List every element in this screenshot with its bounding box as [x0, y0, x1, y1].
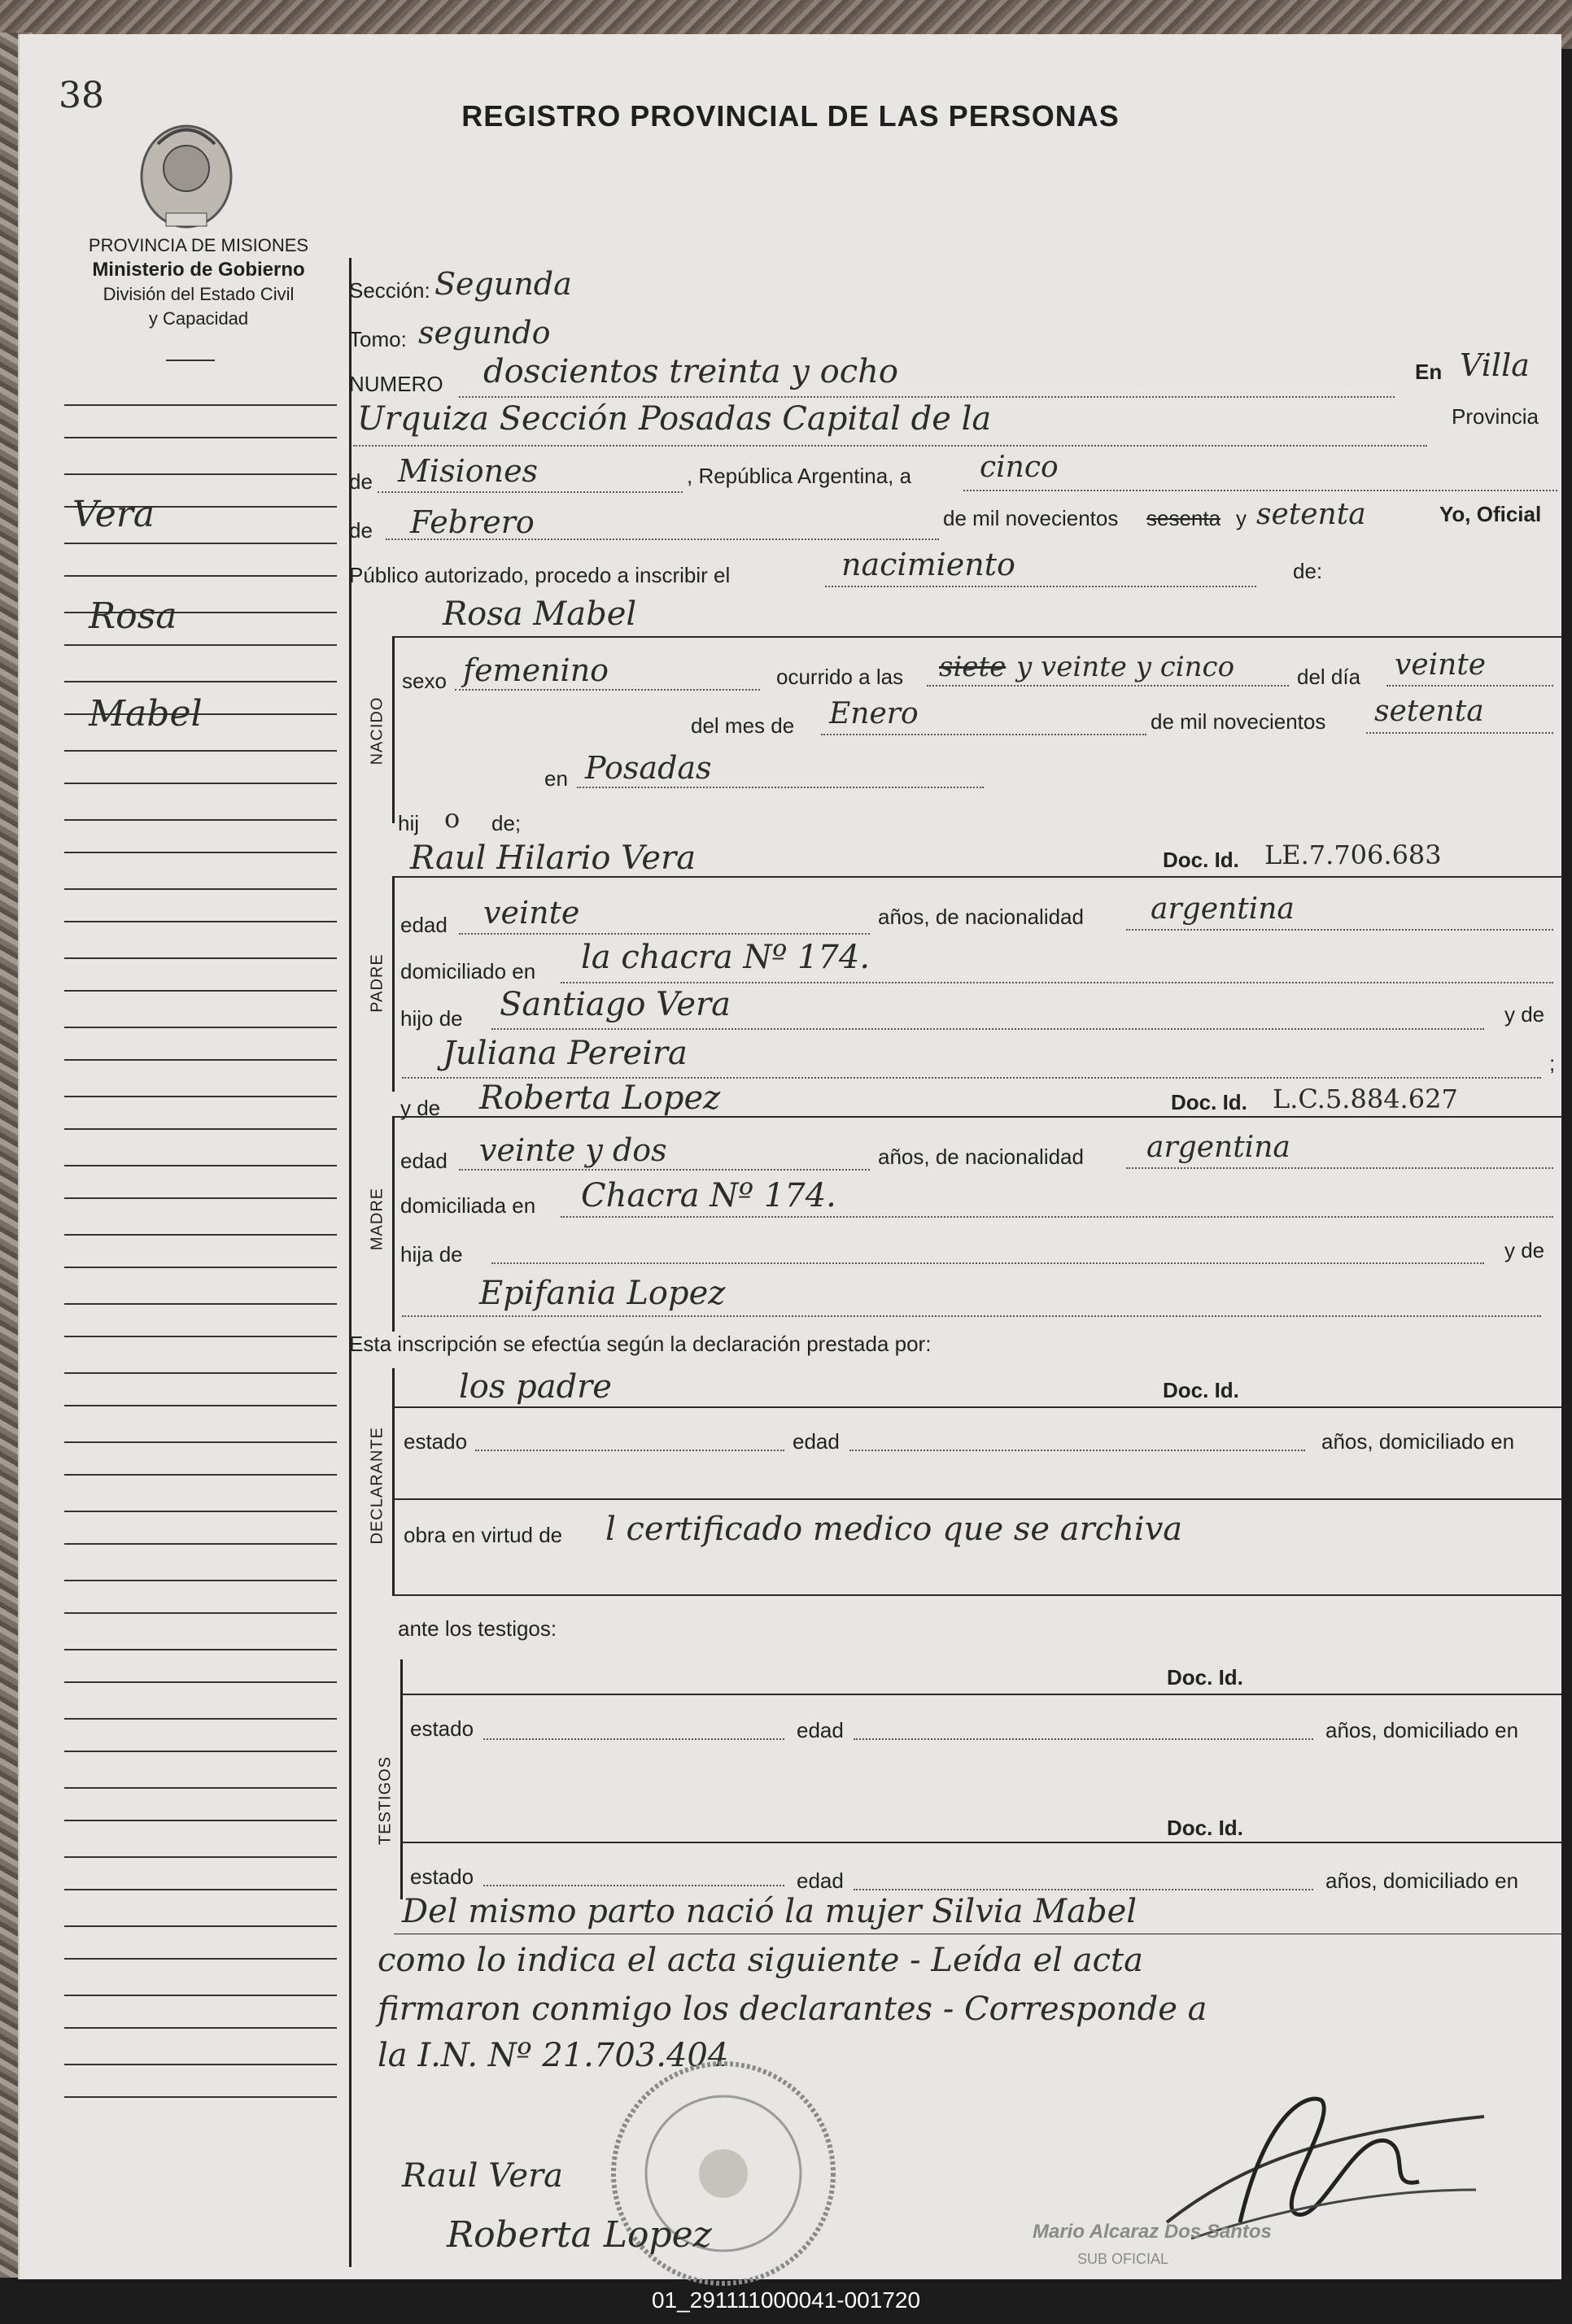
madre-yde-label: y de	[400, 1096, 441, 1120]
nacido-bracket	[392, 636, 395, 823]
firma-madre: Roberta Lopez	[447, 2214, 712, 2256]
madre-hija-de-label: hija de	[400, 1242, 463, 1267]
padre-bracket	[392, 876, 395, 1092]
hijo-de-label: de;	[491, 811, 522, 835]
de2-label: de	[349, 518, 373, 543]
madre-dom-value: Chacra Nº 174.	[581, 1177, 836, 1214]
declarante-mid-rule	[394, 1498, 1561, 1500]
madre-abuela-line	[402, 1315, 1541, 1317]
testigo1-rule	[402, 1694, 1561, 1695]
madre-padre-line	[491, 1262, 1484, 1264]
padre-dom-value: la chacra Nº 174.	[581, 939, 871, 976]
nacido-dia-value: veinte	[1395, 648, 1487, 682]
declarante-edad-label: edad	[793, 1429, 840, 1454]
document-page	[18, 34, 1561, 2279]
declarante-bracket	[392, 1368, 395, 1596]
declarante-doc-label: Doc. Id.	[1163, 1378, 1239, 1402]
padre-abuela-value: Juliana Pereira	[443, 1035, 688, 1072]
margin-first-name: Rosa	[89, 595, 177, 637]
office-line-2: Ministerio de Gobierno	[92, 259, 305, 281]
mil-label: de mil novecientos	[943, 506, 1119, 530]
image-caption: 01_291111000041-001720	[651, 2287, 921, 2313]
obra-label: obra en virtud de	[404, 1523, 563, 1547]
testigo2-anios-label: años, domiciliado en	[1325, 1868, 1519, 1893]
madre-nombre-value: Roberta Lopez	[479, 1079, 721, 1117]
de3-label: de:	[1293, 559, 1323, 583]
nota-line-2: como lo indica el acta siguiente - Leída el acta	[378, 1942, 1143, 1979]
padre-dom-line	[561, 982, 1553, 983]
padre-nac-label: años, de nacionalidad	[878, 905, 1084, 929]
publico-label: Público autorizado, procedo a inscribir el	[349, 563, 731, 587]
madre-nac-line	[1126, 1167, 1553, 1169]
testigo1-estado-label: estado	[410, 1716, 474, 1741]
lugar-value: Urquiza Sección Posadas Capital de la	[357, 400, 992, 438]
padre-doc-value: LE.7.706.683	[1264, 839, 1442, 870]
testigo2-rule	[402, 1842, 1561, 1843]
padre-top-rule	[394, 876, 1561, 878]
de-label: de	[349, 469, 373, 494]
hijo-suffix: o	[444, 803, 461, 834]
madre-doc-label: Doc. Id.	[1171, 1090, 1247, 1114]
declarante-intro: Esta inscripción se efectúa según la declaración prestada por:	[349, 1332, 932, 1356]
padre-section-label: PADRE	[368, 953, 386, 1013]
madre-abuela-value: Epifania Lopez	[479, 1275, 726, 1312]
nota-line-1: Del mismo parto nació la mujer Silvia Mabel	[402, 1893, 1138, 1930]
nacido-mes-value: Enero	[829, 697, 919, 730]
nacido-anio-line	[1366, 732, 1553, 734]
testigo2-edad-line	[854, 1889, 1313, 1890]
nacido-mes-line	[821, 734, 1146, 735]
madre-dom-label: domiciliada en	[400, 1193, 536, 1218]
ocurrido-label: ocurrido a las	[776, 665, 904, 689]
declarante-top-rule	[394, 1406, 1561, 1408]
madre-nac-value: argentina	[1146, 1131, 1290, 1164]
nacido-section-label: NACIDO	[368, 696, 386, 765]
declarante-anios-label: años, domiciliado en	[1321, 1429, 1515, 1454]
declarante-section-label: DECLARANTE	[368, 1427, 386, 1545]
numero-value: doscientos treinta y ocho	[483, 353, 898, 390]
fecha-mes-line	[386, 538, 939, 540]
padre-doc-label: Doc. Id.	[1163, 848, 1239, 872]
testigos-bracket	[400, 1659, 403, 1899]
seccion-value: Segunda	[434, 266, 572, 302]
lugar-line	[353, 445, 1427, 447]
padre-nombre-value: Raul Hilario Vera	[410, 839, 696, 877]
en-label: En	[1415, 360, 1443, 384]
yo-oficial-label: Yo, Oficial	[1439, 502, 1542, 526]
fecha-mes-value: Febrero	[410, 504, 535, 540]
padre-nac-line	[1126, 929, 1553, 931]
hora-tachada: siete	[939, 651, 1007, 683]
declarante-nombre-value: los padre	[459, 1368, 612, 1406]
fecha-anio-value: setenta	[1256, 498, 1366, 531]
sexo-line	[455, 689, 760, 691]
tomo-label: Tomo:	[349, 327, 407, 351]
del-dia-label: del día	[1297, 665, 1361, 689]
nacido-top-rule	[394, 636, 1561, 638]
oficial-stamp-sub: SUB OFICIAL	[1077, 2251, 1169, 2267]
declarante-estado-line	[475, 1450, 784, 1451]
fecha-dia-value: cinco	[980, 451, 1059, 484]
madre-edad-line	[459, 1169, 870, 1171]
testigos-intro: ante los testigos:	[398, 1616, 557, 1641]
column-separator	[349, 258, 352, 2267]
del-mes-label: del mes de	[691, 713, 795, 738]
margin-middle-name: Mabel	[89, 693, 203, 735]
declarante-edad-line	[849, 1450, 1305, 1451]
madre-yde2-label: y de	[1504, 1238, 1545, 1262]
nacido-lugar-line	[577, 787, 984, 788]
madre-bracket	[392, 1116, 395, 1332]
tachado-value: sesenta	[1146, 506, 1221, 530]
office-line-4: y Capacidad	[148, 308, 249, 329]
nota-line-4: la I.N. Nº 21.703.404	[378, 2037, 729, 2074]
hora-line	[927, 685, 1289, 687]
padre-hijo-de-label: hijo de	[400, 1006, 463, 1031]
madre-edad-label: edad	[400, 1149, 448, 1173]
acto-value: nacimiento	[841, 547, 1015, 582]
nacido-nombre-value: Rosa Mabel	[443, 595, 637, 633]
testigo1-edad-line	[854, 1738, 1313, 1740]
nacido-mil-label: de mil novecientos	[1151, 709, 1326, 734]
testigo1-anios-label: años, domiciliado en	[1325, 1718, 1519, 1742]
issuing-office	[44, 233, 353, 331]
obra-value: l certificado medico que se archiva	[605, 1511, 1183, 1548]
testigo2-edad-label: edad	[797, 1868, 844, 1893]
official-round-stamp-icon	[589, 2051, 858, 2296]
nacido-dia-line	[1386, 685, 1553, 687]
hijo-label: hij	[398, 811, 420, 835]
testigo2-estado-label: estado	[410, 1864, 474, 1889]
declarante-estado-label: estado	[404, 1429, 468, 1454]
fecha-dia-line	[963, 490, 1557, 491]
testigo2-doc-label: Doc. Id.	[1167, 1816, 1243, 1840]
madre-top-rule	[394, 1116, 1561, 1118]
madre-doc-value: L.C.5.884.627	[1273, 1084, 1458, 1114]
sexo-label: sexo	[402, 669, 447, 693]
padre-dom-label: domiciliado en	[400, 959, 536, 983]
office-line-1: PROVINCIA DE MISIONES	[88, 235, 309, 255]
seccion-label: Sección:	[349, 278, 430, 303]
testigos-section-label: TESTIGOS	[376, 1755, 395, 1846]
testigo1-doc-label: Doc. Id.	[1167, 1665, 1243, 1690]
madre-nac-label: años, de nacionalidad	[878, 1145, 1084, 1169]
firma-padre: Raul Vera	[402, 2157, 564, 2195]
padre-abuela-line	[402, 1077, 1541, 1079]
padre-edad-label: edad	[400, 913, 448, 937]
padre-nac-value: argentina	[1151, 892, 1295, 926]
provincia-value: Misiones	[398, 453, 539, 489]
margin-surname: Vera	[72, 494, 155, 535]
provincia-label: Provincia	[1452, 404, 1539, 429]
office-line-3: División del Estado Civil	[103, 284, 295, 304]
padre-edad-value: veinte	[483, 895, 580, 931]
nacido-lugar-value: Posadas	[585, 750, 712, 786]
testigo1-estado-line	[483, 1738, 784, 1740]
padre-semicolon: ;	[1549, 1051, 1556, 1075]
nota-line-3: firmaron conmigo los declarantes - Corresponde a	[378, 1990, 1207, 2028]
padre-abuelo-line	[491, 1028, 1484, 1030]
tomo-value: segundo	[418, 315, 551, 351]
page-title: REGISTRO PROVINCIAL DE LAS PERSONAS	[461, 99, 1120, 133]
acto-line	[825, 586, 1256, 587]
testigo2-estado-line	[483, 1885, 784, 1886]
page-number: 38	[59, 75, 104, 116]
republica-label: , República Argentina, a	[687, 464, 912, 488]
sexo-value: femenino	[463, 652, 609, 688]
testigo1-edad-label: edad	[797, 1718, 844, 1742]
hora-value: y veinte y cinco	[1016, 651, 1235, 683]
numero-label: NUMERO	[349, 372, 443, 396]
numero-line	[459, 396, 1395, 398]
nacido-anio-value: setenta	[1374, 695, 1484, 728]
oficial-stamp-name: Mario Alcaraz Dos Santos	[1033, 2221, 1272, 2243]
en-value: Villa	[1460, 347, 1530, 383]
nacido-en-label: en	[544, 766, 568, 791]
madre-section-label: MADRE	[368, 1187, 386, 1251]
madre-edad-value: veinte y dos	[479, 1132, 667, 1168]
padre-abuelo-value: Santiago Vera	[500, 986, 731, 1023]
madre-dom-line	[561, 1216, 1553, 1218]
office-divider	[166, 360, 215, 361]
declarante-bottom-rule	[394, 1594, 1561, 1596]
padre-yde-label: y de	[1504, 1002, 1545, 1027]
provincia-line	[378, 491, 683, 493]
padre-edad-line	[459, 933, 870, 935]
y-label: y	[1236, 506, 1247, 530]
